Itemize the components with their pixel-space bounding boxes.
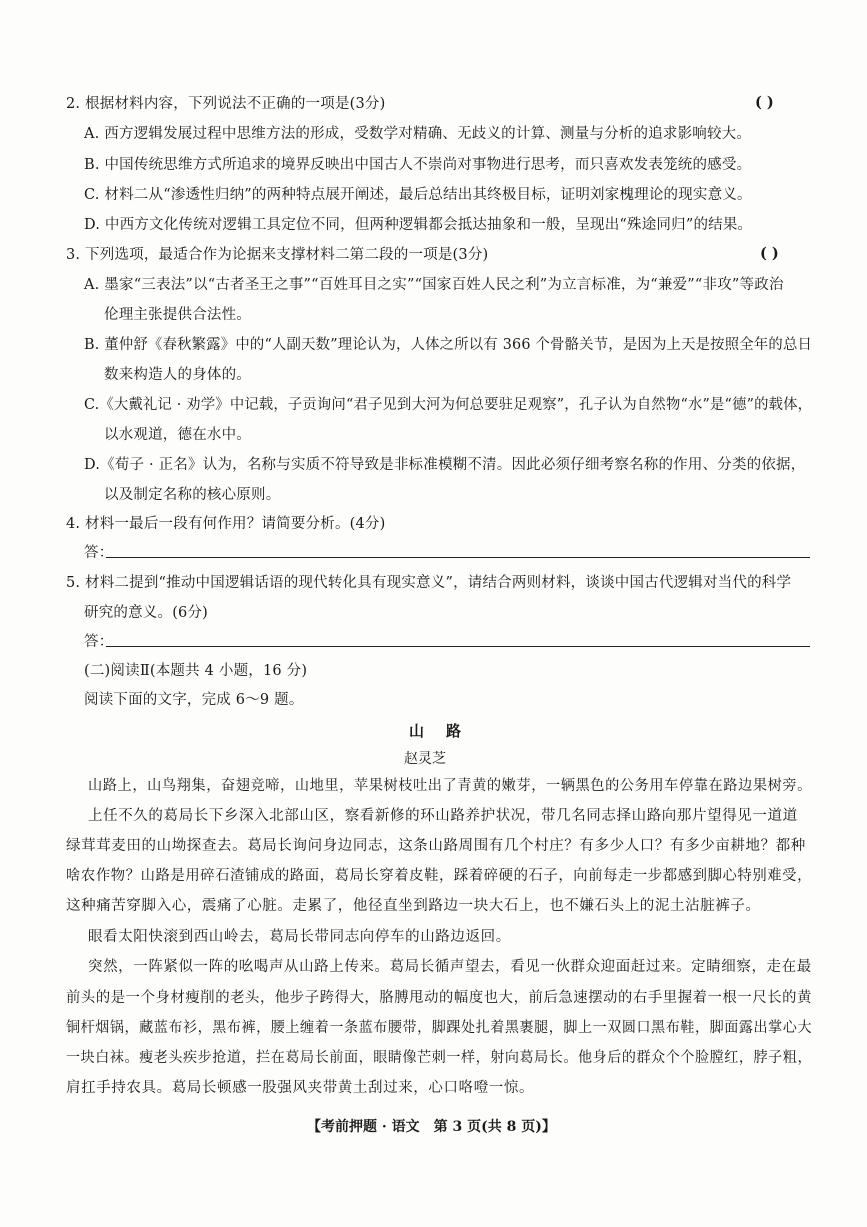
story-line: 上任不久的葛局长下乡深入北部山区，察看新修的环山路养护状况，带几名同志择山路向那片望得见一道道 [88, 808, 798, 824]
q3-option-c-line2: 以水观道，德在水中。 [104, 427, 251, 443]
story-line: 这种痛苦穿脚入心，震痛了心脏。走累了，他径直坐到路边一块大石上，也不嫌石头上的泥土沾脏裤子。 [66, 898, 761, 914]
story-line: 肩扛手持农具。葛局长顿感一股强风夹带黄土刮过来，心口咯噔一惊。 [66, 1080, 535, 1096]
q2-option-c: C. 材料二从“渗透性归纳”的两种特点展开阐述，最后总结出其终极目标，证明刘家槐理论的现实意义。 [84, 187, 752, 203]
q3-option-d-line2: 以及制定名称的核心原则。 [104, 487, 281, 503]
q2-stem: 2. 根据材料内容，下列说法不正确的一项是(3分) [66, 96, 386, 112]
story-line: 突然，一阵紧似一阵的吆喝声从山路上传来。葛局长循声望去，看见一伙群众迎面赶过来。定睛细察，走在最 [88, 959, 812, 975]
story-line: 一块白袜。瘦老头疾步抢道，拦在葛局长前面，眼睛像芒刺一样，射向葛局长。他身后的群众个个脸膛红，脖子粗， [66, 1050, 813, 1066]
q4-answer-label: 答： [84, 545, 114, 561]
q3-option-a-line2: 伦理主张提供合法性。 [104, 307, 251, 323]
q3-option-b-line1: B. 董仲舒《春秋繁露》中的“人副天数”理论认为，人体之所以有 366 个骨骼关节，是因为上天是按照全年的总日 [84, 337, 813, 353]
q2-option-b: B. 中国传统思维方式所追求的境界反映出中国古人不崇尚对事物进行思考，而只喜欢发表笼统的感受。 [84, 157, 752, 173]
story-line: 绿茸茸麦田的山坳探查去。葛局长询问身边同志，这条山路周围有几个村庄？有多少人口？有多少亩耕地？都种 [66, 838, 806, 854]
q4-stem: 4. 材料一最后一段有何作用？请简要分析。(4分) [66, 516, 386, 532]
q5-stem-line1: 5. 材料二提到“推动中国逻辑话语的现代转化具有现实意义”，请结合两则材料，谈谈中国古代逻辑对当代的科学 [66, 575, 792, 591]
story-line: 铜杆烟锅，藏蓝布衫，黑布裤，腰上缠着一条蓝布腰带，脚踝处扎着黑裹腿，脚上一双圆口黑布鞋，脚面露出掌心大 [66, 1020, 813, 1036]
q2-option-a: A. 西方逻辑发展过程中思维方法的形成，受数学对精确、无歧义的计算、测量与分析的追求影响较大。 [84, 126, 752, 142]
story-line: 眼看太阳快滚到西山岭去，葛局长带同志向停车的山路边返回。 [88, 929, 511, 945]
q5-answer-label: 答： [84, 634, 114, 650]
section-heading: (二)阅读Ⅱ(本题共 4 小题，16 分) [84, 663, 308, 679]
q3-option-b-line2: 数来构造人的身体的。 [104, 367, 251, 383]
story-author: 赵灵芝 [404, 751, 446, 767]
q2-option-d: D. 中西方文化传统对逻辑工具定位不同，但两种逻辑都会抵达抽象和一般，呈现出“殊途同归”的结果。 [84, 217, 753, 233]
q4-answer-line[interactable] [106, 557, 810, 558]
story-line: 前头的是一个身材瘦削的老头，他步子跨得大，胳膊甩动的幅度也大，前后急速摆动的右手里握着一根一尺长的黄 [66, 990, 813, 1006]
page-footer: 【考前押题 · 语文 第 3 页(共 8 页)】 [307, 1119, 556, 1135]
q3-answer-paren[interactable]: ( ) [760, 245, 779, 262]
q3-option-d-line1: D.《荀子 · 正名》认为，名称与实质不符导致是非标准模糊不清。因此必须仔细考察名称的作用、分类的依据， [84, 457, 806, 473]
q3-stem: 3. 下列选项，最适合作为论据来支撑材料二第二段的一项是(3分) [66, 247, 489, 263]
q3-option-c-line1: C.《大戴礼记 · 劝学》中记载，子贡询问“君子见到大河为何总要驻足观察”，孔子认为自然物“水”是“德”的载体， [84, 397, 813, 413]
section-instruction: 阅读下面的文字，完成 6～9 题。 [84, 692, 304, 708]
story-line: 啥农作物？山路是用碎石渣铺成的路面，葛局长穿着皮鞋，踩着碎硬的石子，向前每走一步都感到脚心特别难受， [66, 868, 813, 884]
q2-answer-paren[interactable]: ( ) [755, 94, 774, 111]
q5-stem-line2: 研究的意义。(6分) [84, 605, 209, 621]
q5-answer-line[interactable] [106, 646, 810, 647]
story-line: 山路上，山鸟翔集，奋翅竞啼，山地里，苹果树枝吐出了青黄的嫩芽，一辆黑色的公务用车停靠在路边果树旁。 [88, 778, 812, 794]
story-title: 山路 [409, 722, 484, 740]
q3-option-a-line1: A. 墨家“三表法”以“古者圣王之事”“百姓耳目之实”“国家百姓人民之利”为立言标准，为“兼爱”“非攻”等政治 [84, 277, 784, 293]
